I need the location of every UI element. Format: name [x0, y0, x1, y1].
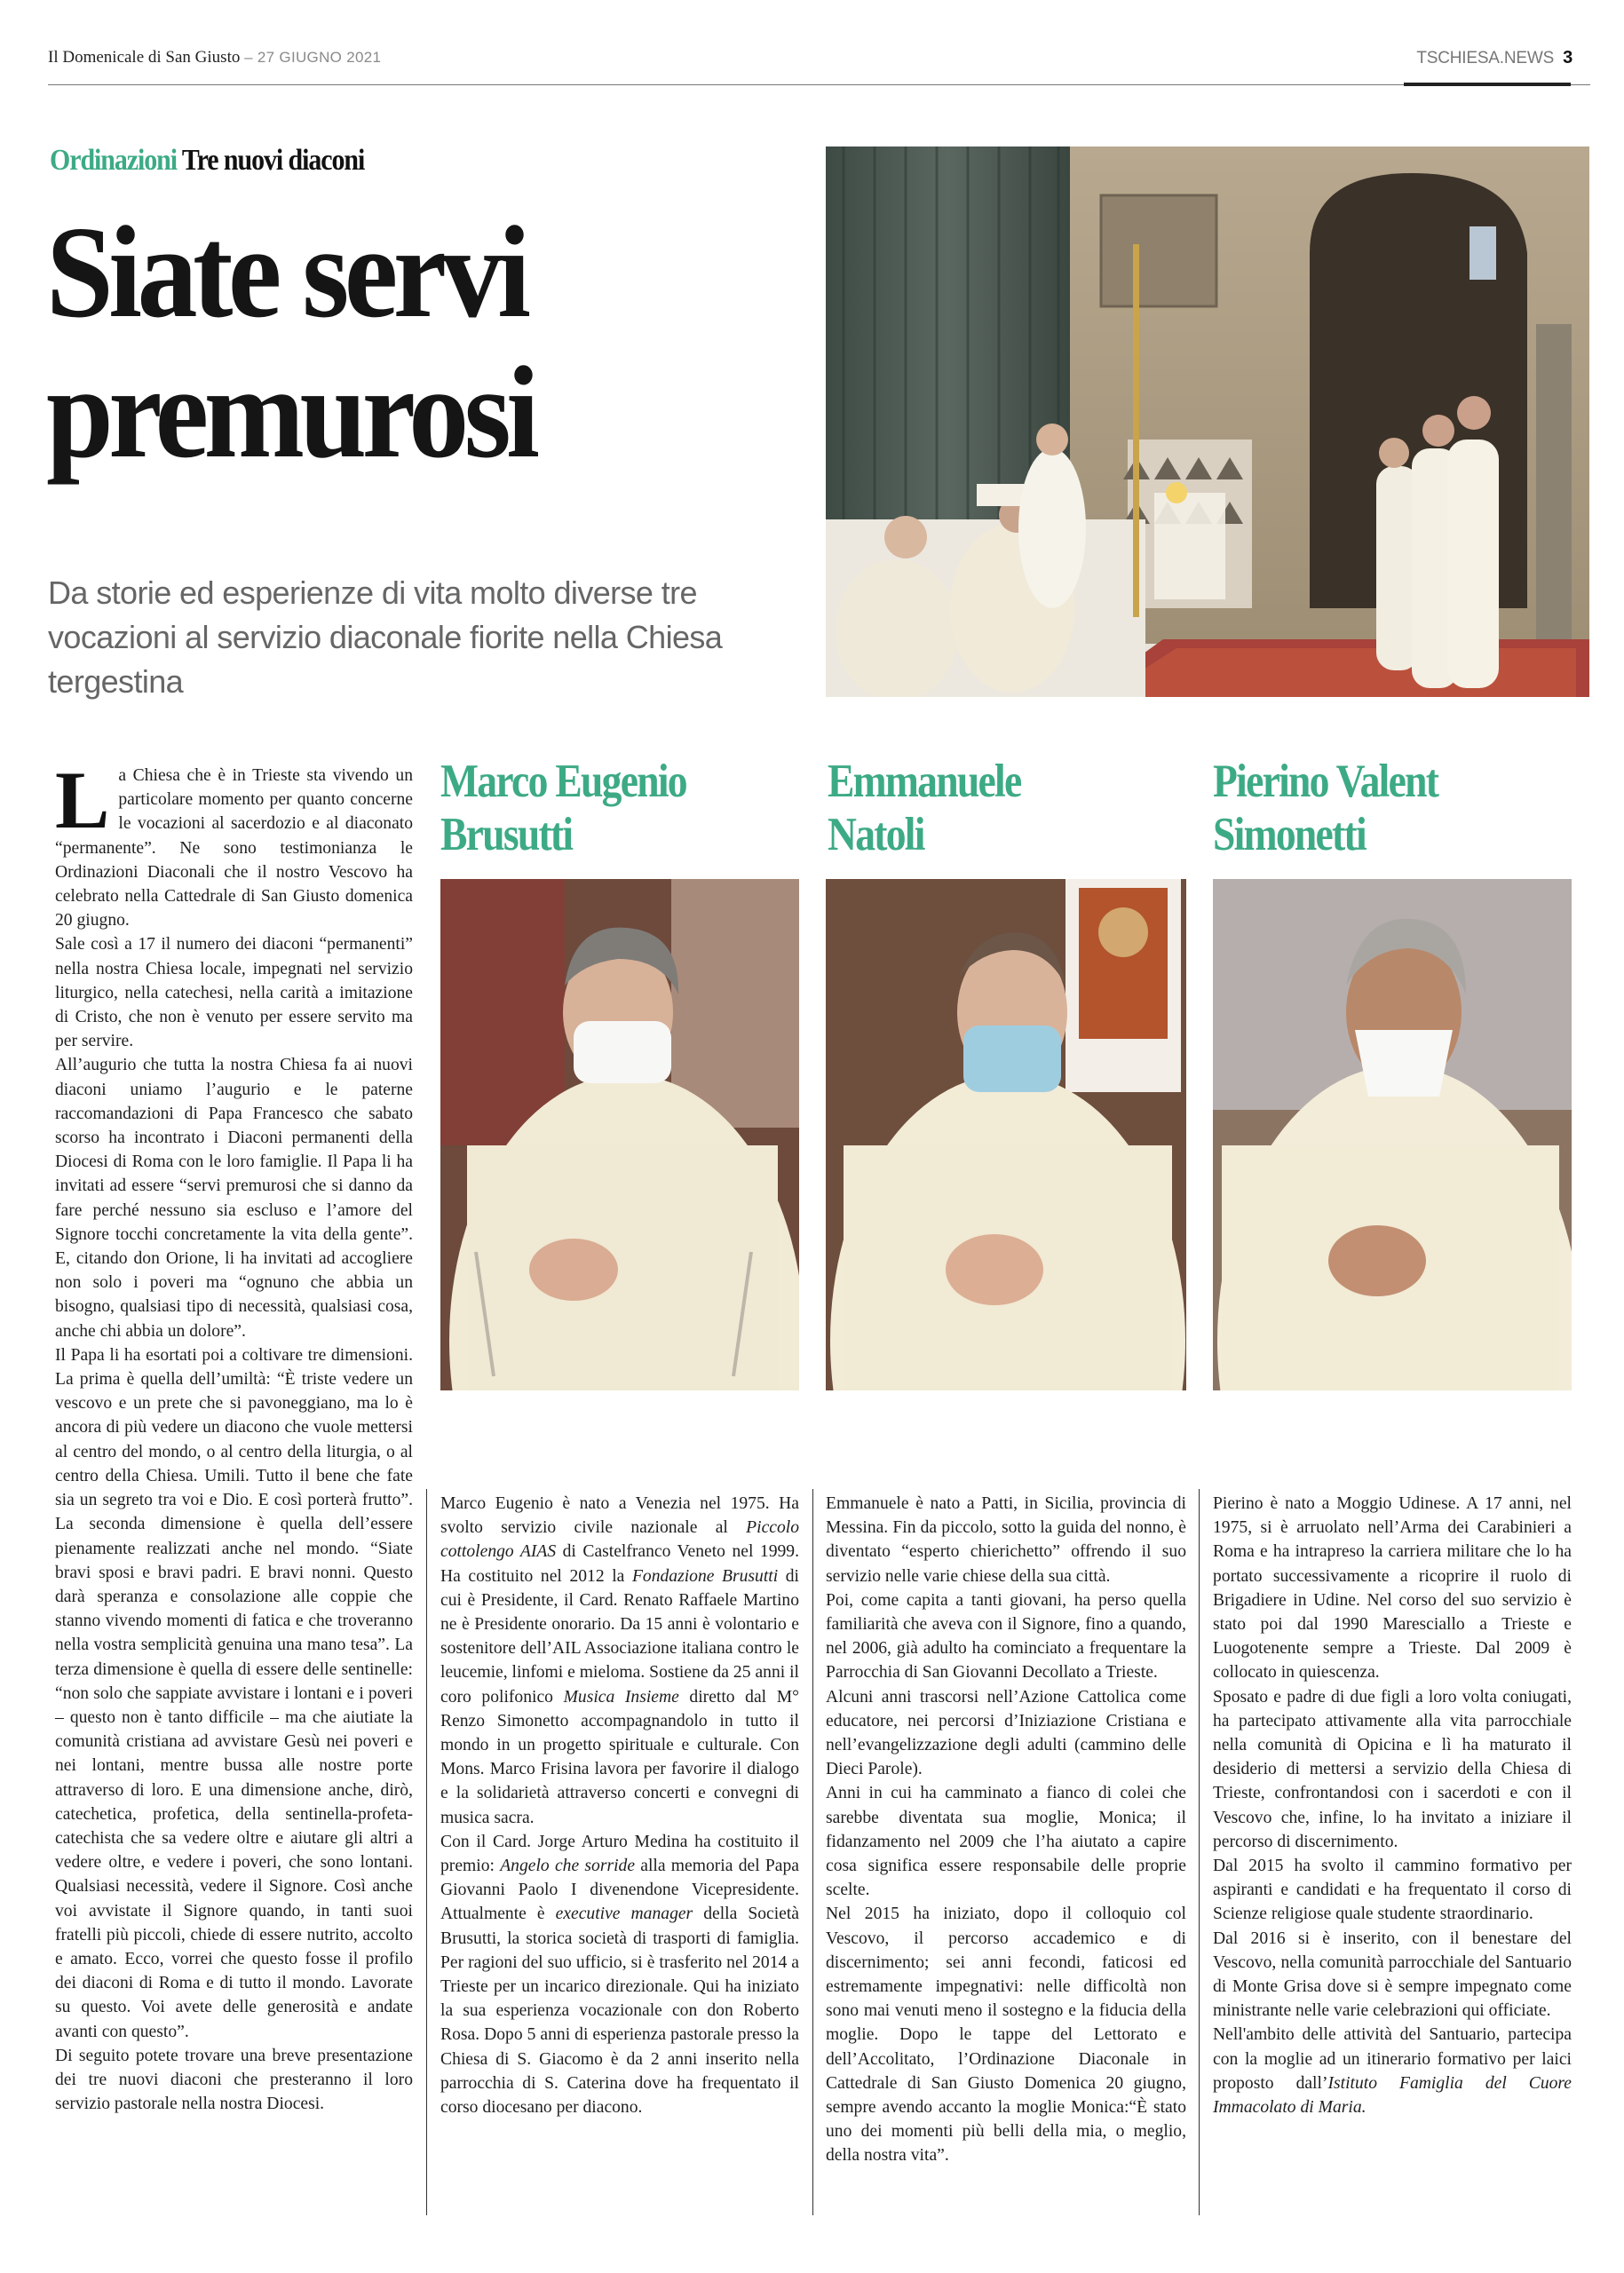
bio-natoli — [826, 1492, 1186, 2168]
bio-text: di Castelfranco Veneto nel 1999. Ha costituito nel 2012 la — [440, 1542, 799, 1586]
lead-paragraph: Sale così a 17 il numero dei diaconi “permanenti” nella nostra Chiesa locale, impegnati nel servizio liturgico, nella catechesi, nella carità a imitazione di Cristo, che non è venuto per essere servito ma per servire. — [55, 935, 413, 1051]
masthead — [48, 48, 381, 67]
section-kicker — [50, 144, 364, 178]
portrait-photo-brusutti — [440, 879, 799, 1390]
bio-paragraph — [1213, 1685, 1572, 1854]
portrait-photo-simonetti — [1213, 879, 1572, 1390]
deacon-last-name: Brusutti — [440, 809, 573, 860]
site-label — [1416, 48, 1573, 68]
bio-text: Anni in cui ha camminato a fianco di colei che sarebbe diventata sua moglie, Monica; il fidanzamento nel 2009 che l’ha aiutato a capire cosa significa essere responsabile delle proprie scelte. — [826, 1784, 1186, 1900]
bio-paragraph — [440, 1830, 799, 2119]
bio-brusutti — [440, 1492, 799, 2119]
deacon-first-name: Pierino Valent — [1213, 756, 1438, 807]
bio-text: Emmanuele è nato a Patti, in Sicilia, provincia di Messina. Fin da piccolo, sotto la guida del nonno, è diventato “esperto chierichetto” offrendo il suo servizio nelle varie chiese della sua città. — [826, 1494, 1186, 1586]
deacon-name-simonetti — [1213, 755, 1438, 861]
bio-paragraph — [826, 1588, 1186, 1685]
portrait-photo-natoli — [826, 879, 1186, 1390]
bio-paragraph — [440, 1492, 799, 1830]
bio-text: Con il Card. Jorge Arturo Medina ha costituito il premio: — [440, 1832, 799, 1876]
header-rule — [48, 84, 1590, 85]
bio-text: Alcuni anni trascorsi nell’Azione Cattolica come educatore, nei percorsi d’Iniziazione Cristiana e nell’evangelizzazione degli adulti (cammino delle Dieci Parole). — [826, 1687, 1186, 1779]
bio-simonetti — [1213, 1492, 1572, 2119]
bio-text: Nel 2015 ha iniziato, dopo il colloquio col Vescovo, il percorso accademico e di discernimento; sei anni fecondi, faticosi ed estremamente impegnativi: nelle difficoltà non sono mai venuti meno il sostegno e la fiducia della moglie. Dopo le tappe del Lettorato e dell’Accolitato, l’Ordinazione Diaconale in Cattedrale di San Giusto Domenica 20 giugno, sempre avendo accanto la moglie Monica:“È stato uno dei momenti più belli della mia, o meglio, della nostra vita”. — [826, 1905, 1186, 2166]
drop-cap: L — [55, 755, 110, 845]
lead-paragraph: All’augurio che tutta la nostra Chiesa fa ai nuovi diaconi uniamo l’augurio e le paterne raccomandazioni di Papa Francesco che sabato scorso ha incontrato i Diaconi permanenti della Diocesi di Roma con le loro famiglie. Il Papa li ha invitati ad essere “servi premurosi che si danno da fare perché nessuno sia escluso e l’amore del Signore tocchi concretamente la vita della gente”. E, citando don Orione, li ha invitati ad accogliere non solo i poveri ma “ognuno che abbia un bisogno, qualsiasi tipo di necessità, qualsiasi cosa, anche chi abbia un dolore”. — [55, 1056, 413, 1341]
column-divider — [812, 1489, 813, 2215]
kicker-title: Tre nuovi diaconi — [181, 144, 365, 177]
italic-title: Piccolo cottolengo AIAS — [440, 1518, 799, 1562]
issue-date: – 27 GIUGNO 2021 — [244, 49, 382, 66]
bio-text: Sposato e padre di due figli a loro volta coniugati, ha partecipato attivamente alla vita parrocchiale nella comunità di Opicina e lì ha maturato il desiderio di mettersi a servizio della Chiesa di Trieste, confrontandosi con i sacerdoti e con il Vescovo che, infine, lo ha invitato a iniziare il percorso di discernimento. — [1213, 1687, 1572, 1851]
italic-title: executive manager — [555, 1905, 693, 1924]
lead-article-column — [55, 755, 413, 2116]
lead-paragraph: Il Papa li ha esortati poi a coltivare tre dimensioni. La prima è quella dell’umiltà: “È triste vedere un vescovo e un prete che si pavoneggiano, ma lo è ancora di più vedere un diacono che vuole mettersi al centro del mondo, o al centro della liturgia, o al centro della Chiesa. Umili. Tutto il bene che fate sia un segreto tra voi e Dio. E così porterà frutto”. La seconda dimensione è quella dell’essere pienamente realizzati anche nel mondo. “Siate bravi sposi e bravi padri. E bravi nonni. Questo darà speranza e consolazione alle coppie che stanno vivendo momenti di fatica e che troveranno nella vostra semplicità genuina una mano tesa”. La terza dimensione è quella di essere delle sentinelle: “non solo che sappiate avvistare i lontani e i poveri – questo non è tanto difficile – ma che aiutiate la comunità cristiana ad avvistare Gesù nei poveri e nei lontani, mentre bussa alle nostre porte attraverso di loro. E una dimensione anche, dirò, catechetica, profetica, della sentinella-profeta-catechista che sa vedere oltre e aiutare gli altri a vedere oltre, e vedere i poveri, che sono lontani. Qualsiasi necessità, vedere il Signore. Così anche voi avvistate il Signore quando, in tanti suoi fratelli più piccoli, chiede di essere nutrito, accolto e amato. Ecco, vorrei che questo fosse il profilo dei diaconi di Roma e di tutto il mondo. Lavorate su questo. Voi avete delle generosità e andate avanti con questo”. — [55, 1345, 413, 2041]
bio-text: Dal 2016 si è inserito, con il benestare del Vescovo, nella comunità parrocchiale del Santuario di Monte Grisa dove si è sempre impegnato come ministrante nelle varie celebrazioni qui officiate. — [1213, 1928, 1572, 2021]
bio-paragraph — [826, 1685, 1186, 1782]
page-title — [46, 200, 535, 486]
lead-paragraph: Di seguito potete trovare una breve presentazione dei tre nuovi diaconi che presteranno il loro servizio pastorale nella nostra Diocesi. — [55, 2046, 413, 2114]
site-name[interactable]: TSCHIESA.NEWS — [1416, 49, 1555, 67]
deacon-last-name: Natoli — [828, 809, 924, 860]
deacon-first-name: Marco Eugenio — [440, 756, 686, 807]
italic-title: Musica Insieme — [563, 1687, 679, 1707]
section-tag: Ordinazioni — [50, 144, 177, 177]
italic-title: Angelo che sorride — [500, 1857, 636, 1876]
lead-paragraph: a Chiesa che è in Trieste sta vivendo un particolare momento per quanto concerne le vocazioni al sacerdozio e al diaconato “permanente”. Ne sono testimonianza le Ordinazioni Diaconali che il nostro Vescovo ha celebrato nella Cattedrale di San Giusto domenica 20 giugno. — [55, 766, 413, 931]
bio-text: Pierino è nato a Moggio Udinese. A 17 anni, nel 1975, si è arruolato nell’Arma dei Carabinieri a Roma e ha intrapreso la carriera militare che lo ha portato successivamente a ricoprire il ruolo di Brigadiere in Udine. Nel corso del suo servizio è stato poi dal 1990 Maresciallo a Trieste e Luogotenente sempre a Trieste. Dal 2009 è collocato in quiescenza. — [1213, 1494, 1572, 1683]
italic-title: Istituto Famiglia del Cuore Immacolato di Maria. — [1213, 2073, 1573, 2118]
bio-text: Poi, come capita a tanti giovani, ha perso quella familiarità che aveva con il Signore, fino a quando, nel 2006, già adulto ha cominciato a frequentare la Parrocchia di San Giovanni Decollato a Trieste. — [826, 1590, 1186, 1683]
bio-paragraph — [826, 1781, 1186, 1902]
publication-name: Il Domenicale di San Giusto — [48, 48, 241, 67]
bio-paragraph — [1213, 1492, 1572, 1685]
page-number: 3 — [1563, 48, 1573, 67]
ceremony-photo — [826, 147, 1589, 697]
bio-paragraph — [826, 1492, 1186, 1588]
bio-text: Marco Eugenio è nato a Venezia nel 1975. Ha svolto servizio civile nazionale al — [440, 1494, 799, 1538]
deacon-name-natoli — [828, 755, 1020, 861]
bio-text: Dal 2015 ha svolto il cammino formativo per aspiranti e candidati e ha frequentato il corso di Scienze religiose quale studente straordinario. — [1213, 1857, 1572, 1924]
column-divider — [426, 1489, 427, 2215]
header-rule-accent — [1404, 83, 1571, 86]
headline-line-1: Siate servi — [46, 200, 527, 345]
bio-paragraph — [826, 1902, 1186, 2167]
italic-title: Fondazione Brusutti — [631, 1566, 779, 1586]
bio-text: della Società Brusutti, la storica società di trasporti di famiglia. Per ragioni del suo ufficio, si è trasferito nel 2014 a Trieste per un incarico direzionale. Qui ha iniziato la sua esperienza vocazionale con don Roberto Rosa. Dopo 5 anni di esperienza pastorale presso la Chiesa di S. Giacomo è da 2 anni inserito nella parrocchia di S. Caterina dove ha frequentato il corso diocesano per diacono. — [440, 1905, 800, 2118]
bio-paragraph — [1213, 1927, 1572, 2024]
bio-paragraph — [1213, 1854, 1572, 1927]
bio-text: Nell'ambito delle attività del Santuario, partecipa con la moglie ad un itinerario formativo per laici proposto dall’ — [1213, 2025, 1572, 2093]
deacon-last-name: Simonetti — [1213, 809, 1366, 860]
headline-line-2: premurosi — [46, 340, 535, 486]
bio-text: di cui è Presidente, il Card. Renato Raffaele Martino ne è Presidente onorario. Da 15 anni è volontario e sostenitore dell’AIL Associazione italiana contro le leucemie, linfomi e mieloma. Sostiene da 25 anni il coro polifonico — [440, 1566, 800, 1707]
subheadline: Da storie ed esperienze di vita molto diverse tre vocazioni al servizio diaconale fiorite nella Chiesa tergestina — [48, 574, 723, 700]
deacon-first-name: Emmanuele — [828, 756, 1021, 807]
column-divider — [1199, 1489, 1200, 2215]
bio-text: diretto dal M° Renzo Simonetto accompagnandolo in tutto il mondo in un progetto spirituale e culturale. Con Mons. Marco Frisina lavora per favorire il dialogo e la solidarietà attraverso concerti e convegni di musica sacra. — [440, 1687, 799, 1827]
bio-text: alla memoria del Papa Giovanni Paolo I divenendone Vicepresidente. Attualmente è — [440, 1857, 799, 1924]
bio-paragraph — [1213, 2023, 1572, 2119]
deacon-name-brusutti — [440, 755, 686, 861]
